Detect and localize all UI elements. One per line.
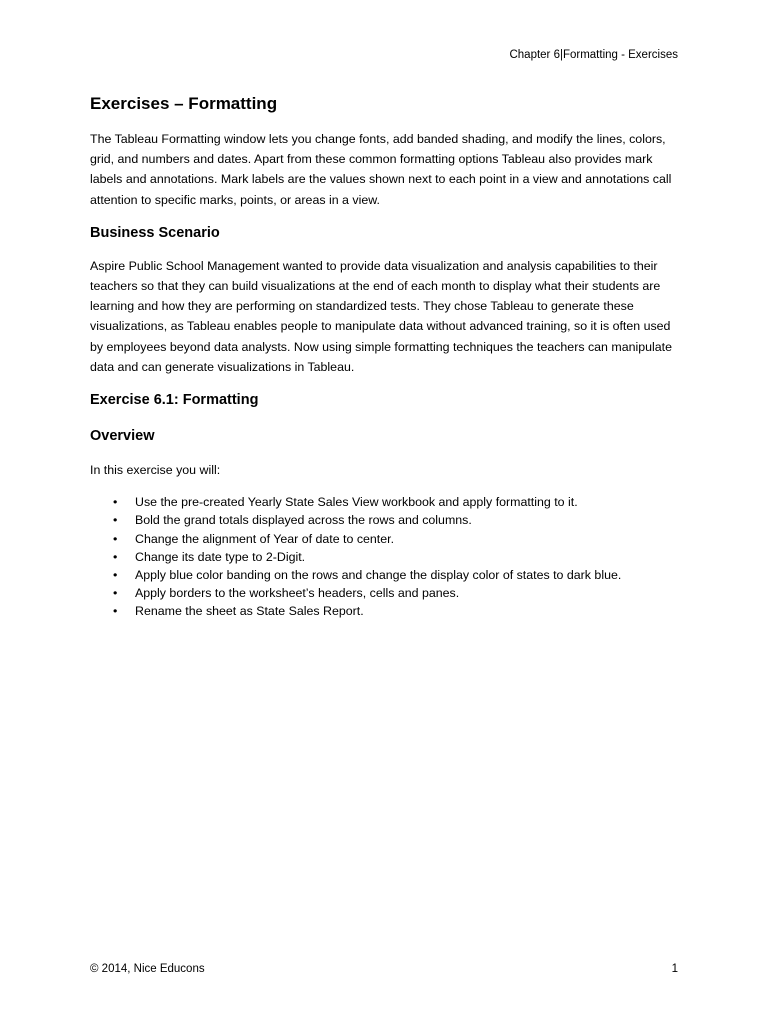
task-item-7: • Rename the sheet as State Sales Report. bbox=[90, 602, 680, 620]
running-header: Chapter 6|Formatting - Exercises bbox=[509, 49, 678, 61]
task-item-2: • Bold the grand totals displayed across the rows and columns. bbox=[90, 511, 680, 529]
task-item-6: • Apply borders to the worksheet’s headers, cells and panes. bbox=[90, 584, 680, 602]
business-scenario-heading: Business Scenario bbox=[90, 224, 220, 241]
footer-copyright: © 2014, Nice Educons bbox=[90, 963, 205, 975]
overview-intro: In this exercise you will: bbox=[90, 463, 221, 478]
document-title: Exercises – Formatting bbox=[90, 94, 278, 113]
intro-paragraph: The Tableau Formatting window lets you change fonts, add banded shading, and modify the lines, colors, grid, and numbers and dates. Apart from these common formatting options Tableau also provides mark labels and annotations. Mark labels are the values shown next to each point in a view and annotations call attention to specific marks, points, or areas in a view. bbox=[90, 132, 672, 207]
overview-heading: Overview bbox=[90, 428, 155, 445]
task-item-4: • Change its date type to 2-Digit. bbox=[90, 548, 680, 566]
task-list bbox=[90, 493, 680, 620]
business-scenario-paragraph: Aspire Public School Management wanted to provide data visualization and analysis capabilities to their teachers so that they can build visualizations at the end of each month to display what their students are learning and how they are performing on standardized tests. They chose Tableau to generate these visualizations, as Tableau enables people to manipulate data without advanced training, so it is often used by employees beyond data analysts. Now using simple formatting techniques the teachers can manipulate data and can generate visualizations in Tableau. bbox=[90, 258, 673, 374]
exercise-heading: Exercise 6.1: Formatting bbox=[90, 392, 259, 409]
task-item-1: • Use the pre-created Yearly State Sales View workbook and apply formatting to it. bbox=[90, 493, 680, 511]
task-item-3: • Change the alignment of Year of date to center. bbox=[90, 530, 680, 548]
document-body bbox=[90, 92, 680, 621]
task-item-5: • Apply blue color banding on the rows and change the display color of states to dark blue. bbox=[90, 566, 680, 584]
footer-page-number: 1 bbox=[671, 963, 678, 975]
